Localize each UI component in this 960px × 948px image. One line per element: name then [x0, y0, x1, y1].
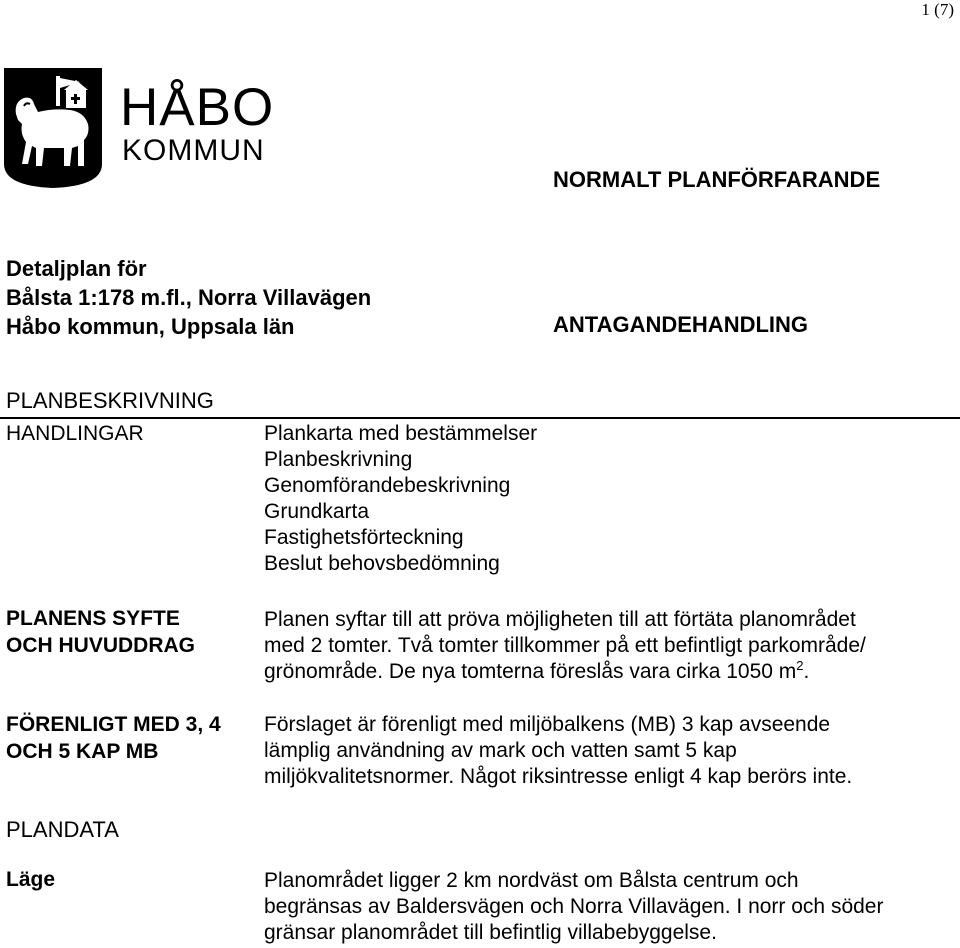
- paragraph-line: grönområde. De nya tomterna föreslås vara cirka 1050 m: [264, 660, 797, 683]
- paragraph-line: Planen syftar till att pröva möjligheten till att förtäta planområdet: [264, 608, 856, 631]
- paragraph-line: gränsar planområdet till befintlig villabebyggelse.: [264, 921, 717, 944]
- stage-heading: ANTAGANDEHANDLING: [553, 312, 809, 337]
- plan-title-line: Bålsta 1:178 m.fl., Norra Villavägen: [6, 285, 372, 310]
- list-item: Plankarta med bestämmelser: [264, 422, 538, 445]
- plan-title-line: Detaljplan för: [6, 256, 147, 281]
- plan-title: [6, 254, 371, 341]
- unit-superscript: 2: [796, 658, 804, 673]
- plan-title-line: Håbo kommun, Uppsala län: [6, 314, 295, 339]
- unit-suffix: .: [803, 660, 810, 683]
- lage-text: [264, 868, 883, 946]
- paragraph-line: lämplig användning av mark och vatten samt 5 kap: [264, 739, 737, 762]
- label-handlingar: HANDLINGAR: [6, 422, 144, 445]
- paragraph-line: miljökvalitetsnormer. Något riksintresse enligt 4 kap berörs inte.: [264, 765, 853, 788]
- lamb-shield-icon: [4, 68, 102, 188]
- label-lage: Läge: [6, 868, 56, 891]
- paragraph-line: med 2 tomter. Två tomter tillkommer på ett befintligt parkområde/: [264, 634, 866, 657]
- procedure-heading: NORMALT PLANFÖRFARANDE: [553, 167, 881, 192]
- paragraph-line-with-unit: [264, 659, 866, 685]
- page-number: 1 (7): [921, 0, 954, 19]
- list-item: Beslut behovsbedömning: [264, 552, 500, 575]
- paragraph-line: Förslaget är förenligt med miljöbalkens (MB) 3 kap avseende: [264, 713, 831, 736]
- paragraph-line: begränsas av Baldersvägen och Norra Villavägen. I norr och söder: [264, 895, 884, 918]
- logo-line-habo: HÅBO: [120, 78, 275, 137]
- forenligt-text: [264, 712, 852, 790]
- logo-line-kommun: KOMMUN: [122, 134, 265, 167]
- list-item: Genomförandebeskrivning: [264, 474, 511, 497]
- syfte-text: [264, 607, 866, 685]
- paragraph-line: Planområdet ligger 2 km nordväst om Bålsta centrum och: [264, 869, 799, 892]
- section-plandata: PLANDATA: [6, 817, 119, 842]
- list-item: Planbeskrivning: [264, 448, 413, 471]
- handlingar-list: [264, 421, 537, 577]
- label-line: PLANENS SYFTE: [6, 607, 180, 630]
- label-line: FÖRENLIGT MED 3, 4: [6, 713, 221, 736]
- section-planbeskrivning: PLANBESKRIVNING: [6, 388, 214, 413]
- list-item: Fastighetsförteckning: [264, 526, 464, 549]
- label-planens-syfte: [6, 605, 195, 659]
- label-forenligt: [6, 711, 221, 765]
- label-line: OCH 5 KAP MB: [6, 740, 159, 763]
- label-line: OCH HUVUDDRAG: [6, 634, 195, 657]
- section-divider: [0, 417, 960, 419]
- habo-coat-of-arms-logo: [4, 68, 102, 188]
- list-item: Grundkarta: [264, 500, 370, 523]
